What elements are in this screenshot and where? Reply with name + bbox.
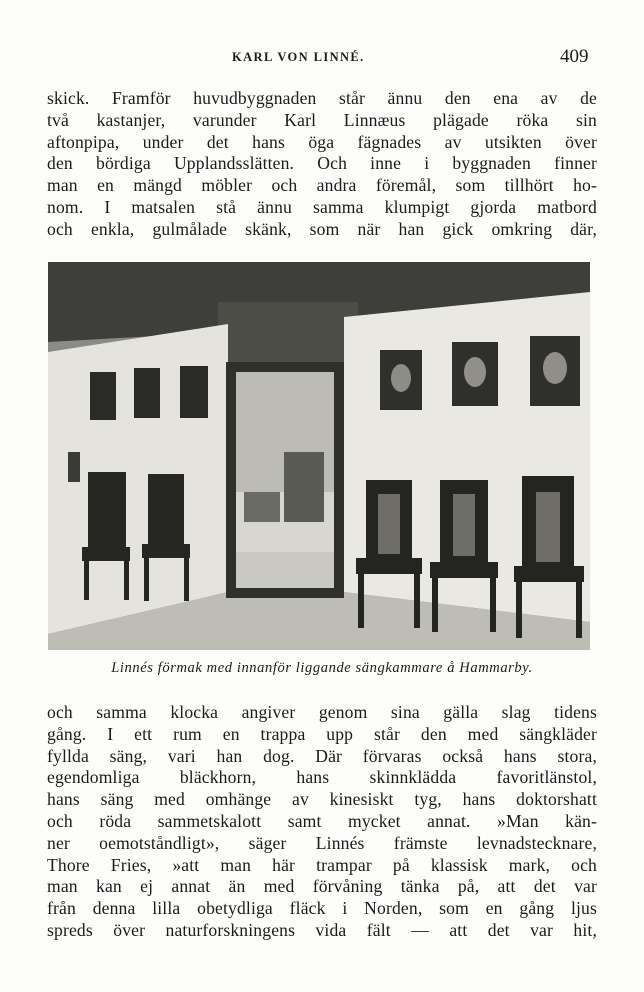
text-line: skick. Framför huvudbyggnaden står ännu den ena av de xyxy=(47,88,597,108)
paragraph-top xyxy=(47,88,597,241)
photo-illustration xyxy=(48,262,590,650)
portrait-frame xyxy=(90,372,116,420)
text-line: gång. I ett rum en trappa upp står den med sängkläder xyxy=(47,723,597,744)
text-line: och enkla, gulmålade skänk, som när han gick omkring där, xyxy=(47,218,597,239)
text-line: spreds över naturforskningens vida fält — att det var hit, xyxy=(47,919,597,940)
text-line: och samma klocka angiver genom sina gälla slag tidens xyxy=(47,702,597,722)
text-line: och röda sammetskalott samt mycket annat. »Man kän- xyxy=(47,810,597,831)
back-wall xyxy=(218,302,358,372)
running-title: KARL VON LINNÉ. xyxy=(232,50,365,64)
inner-table xyxy=(244,492,280,522)
running-head xyxy=(0,46,644,70)
text-line: fyllda säng, vari han dog. Där förvaras också hans stora, xyxy=(47,745,597,766)
portrait-frame xyxy=(134,368,160,418)
figure-caption: Linnés förmak med innanför liggande sängkammare å Hammarby. xyxy=(111,660,533,676)
text-line: hans säng med omhänge av kinesiskt tyg, hans doktorshatt xyxy=(47,789,597,810)
text-line: nom. I matsalen stå ännu samma klumpigt gjorda matbord xyxy=(47,196,597,217)
text-line: den bördiga Upplandsslätten. Och inne i byggnaden finner xyxy=(47,153,597,174)
text-line: man kan ej annat än med förvåning tänka på, att det var xyxy=(47,876,597,897)
text-line: man en mängd möbler och andra föremål, som tillhört ho- xyxy=(47,175,597,196)
photograph-linnes-parlor xyxy=(48,262,590,650)
text-line: egendomliga bläckhorn, hans skinnklädda favoritlänstol, xyxy=(47,767,597,788)
small-frame xyxy=(68,452,80,482)
page-number: 409 xyxy=(560,46,589,67)
text-line: från denna lilla obetydliga fläck i Norden, som en gång ljus xyxy=(47,898,597,919)
portrait-frame xyxy=(180,366,208,418)
paragraph-bottom xyxy=(47,702,597,942)
text-line: två kastanjer, varunder Karl Linnæus plägade röka sin xyxy=(47,109,597,130)
text-line: aftonpipa, under det hans öga fägnades av utsikten över xyxy=(47,131,597,152)
text-line: ner oemotståndligt», säger Linnés främste levnadstecknare, xyxy=(47,832,597,853)
inner-chair xyxy=(284,452,324,522)
text-line: Thore Fries, »att man här trampar på klassisk mark, och xyxy=(47,854,597,875)
